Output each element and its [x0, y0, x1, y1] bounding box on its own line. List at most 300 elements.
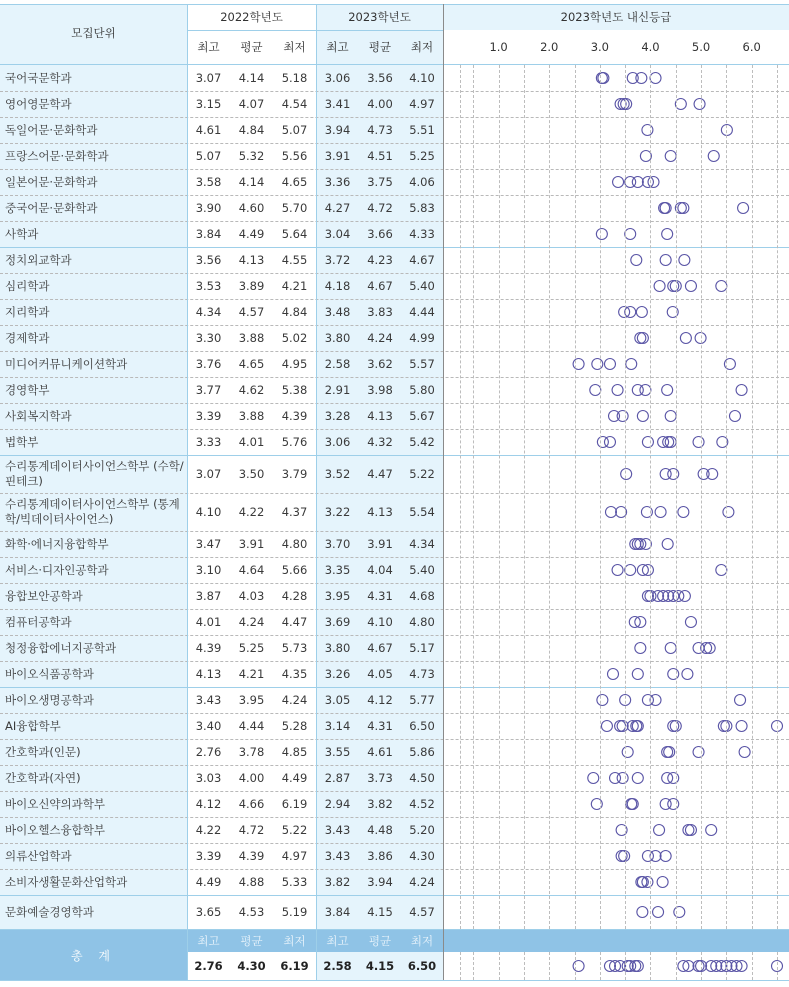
data-point [627, 73, 638, 84]
row-value: 4.85 [281, 745, 308, 759]
sub-header-4: 평균 [368, 40, 392, 54]
row-value: 4.49 [281, 771, 308, 785]
data-point [625, 565, 636, 576]
row-value: 4.10 [367, 615, 393, 629]
row-value: 5.40 [409, 563, 435, 577]
chart-gridline [460, 952, 461, 980]
row-value: 5.73 [281, 641, 308, 655]
data-point [660, 255, 671, 266]
data-point [654, 281, 665, 292]
row-value: 3.75 [367, 175, 393, 189]
row-separator [0, 817, 789, 818]
row-value: 2.76 [195, 745, 222, 759]
row-value: 4.14 [238, 71, 265, 85]
row-separator [0, 247, 789, 248]
data-point [592, 359, 603, 370]
row-value: 3.90 [195, 201, 222, 215]
row-value: 4.22 [238, 505, 265, 519]
row-value: 3.80 [324, 641, 351, 655]
row-value: 5.77 [409, 693, 435, 707]
row-value: 5.76 [281, 435, 308, 449]
row-value: 4.13 [367, 505, 393, 519]
row-value: 5.67 [409, 409, 435, 423]
row-value: 4.15 [367, 905, 393, 919]
total-sub-label-0: 최고 [197, 934, 220, 948]
row-value: 3.58 [195, 175, 222, 189]
chart-title: 2023학년도 내신등급 [560, 10, 672, 24]
data-point [662, 229, 673, 240]
row-value: 3.94 [324, 123, 351, 137]
data-point [596, 229, 607, 240]
row-value: 4.01 [238, 435, 265, 449]
chart-gridline [549, 65, 550, 929]
data-point [635, 643, 646, 654]
data-point [655, 507, 666, 518]
row-unit-name: 지리학과 [5, 305, 50, 319]
chart-gridline [726, 65, 727, 929]
data-point [632, 177, 643, 188]
row-value: 3.89 [238, 279, 265, 293]
row-value: 2.58 [324, 357, 351, 371]
row-unit-name: 프랑스어문·문화학과 [5, 149, 109, 163]
row-separator [0, 635, 789, 636]
data-point [654, 825, 665, 836]
data-point [637, 333, 648, 344]
row-unit-name: 바이오식품공학과 [5, 667, 94, 681]
row-value: 4.24 [281, 693, 308, 707]
row-separator [0, 273, 789, 274]
row-value: 3.56 [195, 253, 222, 267]
row-value: 4.60 [238, 201, 265, 215]
data-point [706, 825, 717, 836]
data-point [668, 721, 679, 732]
data-point [693, 747, 704, 758]
row-unit-name: 청정융합에너지공학과 [5, 641, 117, 655]
row-value: 4.12 [195, 797, 222, 811]
row-separator [0, 791, 789, 792]
row-value: 5.07 [281, 123, 308, 137]
data-point [736, 385, 747, 396]
row-value: 4.13 [195, 667, 222, 681]
row-value: 4.64 [238, 563, 265, 577]
data-point [653, 907, 664, 918]
row-value: 4.80 [409, 615, 435, 629]
x-tick-label: 4.0 [641, 40, 660, 54]
row-separator [0, 325, 789, 326]
row-value: 3.78 [238, 745, 265, 759]
data-point [682, 669, 693, 680]
row-unit-name: 영어영문학과 [5, 97, 72, 111]
row-value: 4.65 [281, 175, 308, 189]
row-value: 4.47 [281, 615, 308, 629]
row-value: 3.06 [324, 71, 351, 85]
row-value: 5.83 [409, 201, 435, 215]
row-value: 2.87 [324, 771, 351, 785]
row-value: 5.42 [409, 435, 435, 449]
data-point [723, 507, 734, 518]
row-value: 3.47 [195, 537, 222, 551]
chart-gridline [676, 952, 677, 980]
row-value: 3.39 [195, 849, 222, 863]
row-value: 4.04 [367, 563, 393, 577]
row-value: 5.51 [409, 123, 435, 137]
row-separator [0, 895, 789, 896]
row-value: 3.22 [324, 505, 351, 519]
row-value: 3.91 [324, 149, 351, 163]
row-value: 4.49 [238, 227, 265, 241]
row-value: 4.48 [367, 823, 393, 837]
col-divider-chart [443, 4, 444, 980]
data-point [668, 773, 679, 784]
sub-header-0: 최고 [197, 40, 220, 54]
row-value: 3.73 [367, 771, 393, 785]
row-value: 3.80 [324, 331, 351, 345]
row-value: 3.50 [238, 467, 265, 481]
row-value: 5.66 [281, 563, 308, 577]
row-value: 4.10 [409, 71, 435, 85]
x-tick-label: 1.0 [489, 40, 508, 54]
row-value: 5.02 [281, 331, 308, 345]
row-separator [0, 351, 789, 352]
row-value: 3.70 [324, 537, 351, 551]
row-unit-name: 바이오생명공학과 [5, 693, 94, 707]
row-value: 5.56 [281, 149, 308, 163]
data-point [635, 333, 646, 344]
row-value: 3.35 [324, 563, 351, 577]
row-value: 3.55 [324, 745, 351, 759]
row-value: 3.07 [195, 71, 222, 85]
row-value: 3.39 [195, 409, 222, 423]
row-value: 3.62 [367, 357, 393, 371]
row-value: 4.39 [281, 409, 308, 423]
row-unit-name: 의류산업학과 [5, 849, 72, 863]
row-value: 4.39 [195, 641, 222, 655]
row-unit-name: 컴퓨터공학과 [5, 615, 72, 629]
x-tick-label: 2.0 [540, 40, 559, 54]
data-point [621, 469, 632, 480]
data-point [729, 411, 740, 422]
row-unit-name: 소비자생활문화산업학과 [5, 875, 128, 889]
data-point [615, 721, 626, 732]
row-value: 6.19 [281, 797, 308, 811]
chart-gridline [575, 952, 576, 980]
row-value: 4.51 [367, 149, 393, 163]
row-unit-name: 미디어커뮤니케이션학과 [5, 357, 128, 371]
total-top-border [0, 929, 789, 930]
data-point [613, 177, 624, 188]
sub-header-2: 최저 [283, 40, 306, 54]
row-value: 4.53 [238, 905, 265, 919]
row-value: 3.56 [367, 71, 393, 85]
row-value: 5.38 [281, 383, 308, 397]
row-unit-name: 일본어문·문화학과 [5, 175, 98, 189]
data-point [708, 151, 719, 162]
data-point [693, 437, 704, 448]
row-value: 4.99 [409, 331, 435, 345]
chart-gridline [777, 952, 778, 980]
row-value: 3.91 [238, 537, 265, 551]
row-unit-name: 바이오신약의과학부 [5, 797, 105, 811]
row-unit-name: 바이오헬스융합학부 [5, 823, 105, 837]
row-value: 4.57 [409, 905, 435, 919]
row-value: 4.00 [367, 97, 393, 111]
data-point [662, 773, 673, 784]
row-value: 3.43 [324, 823, 351, 837]
row-value: 3.43 [324, 849, 351, 863]
total-sub-label-1: 평균 [240, 934, 263, 948]
row-value: 5.17 [409, 641, 435, 655]
data-point [642, 437, 653, 448]
chart-gridline [777, 65, 778, 929]
row-value: 4.06 [409, 175, 435, 189]
data-point [693, 961, 704, 972]
row-value: 4.34 [409, 537, 435, 551]
row-value: 3.66 [367, 227, 393, 241]
data-point [736, 721, 747, 732]
row-unit-name: 화학·에너지융합학부 [5, 537, 109, 551]
row-value: 3.82 [367, 797, 393, 811]
row-unit-name: AI융합학부 [5, 719, 61, 733]
row-value: 4.72 [238, 823, 265, 837]
row-value: 5.86 [409, 745, 435, 759]
row-value: 4.84 [281, 305, 308, 319]
data-point [698, 469, 709, 480]
data-point [632, 961, 643, 972]
chart-gridline [473, 65, 474, 929]
row-unit-name: 문화예술경영학과 [5, 904, 94, 919]
chart-gridline [460, 65, 461, 929]
row-unit-name: 국어국문학과 [5, 71, 72, 85]
data-point [625, 229, 636, 240]
row-value: 4.50 [409, 771, 435, 785]
row-value: 4.35 [281, 667, 308, 681]
row-unit-name: 사학과 [5, 227, 39, 241]
row-value: 3.69 [324, 615, 351, 629]
row-value: 3.04 [324, 227, 351, 241]
row-value: 4.01 [195, 615, 222, 629]
data-point [617, 773, 628, 784]
row-value: 4.72 [367, 201, 393, 215]
total-sub-label-5: 최저 [410, 934, 434, 948]
unit-header: 모집단위 [71, 26, 116, 40]
row-value: 3.26 [324, 667, 351, 681]
chart-gridline [650, 952, 651, 980]
data-point [636, 73, 647, 84]
row-unit-name: 사회복지학과 [5, 409, 72, 423]
row-separator [0, 169, 789, 170]
data-point [662, 385, 673, 396]
chart-gridline [499, 952, 500, 980]
row-unit-name: 법학부 [5, 435, 39, 449]
row-value: 3.77 [195, 383, 222, 397]
row-value: 3.48 [324, 305, 351, 319]
row-value: 4.24 [238, 615, 265, 629]
row-unit-name: 경영학부 [5, 383, 50, 397]
row-value: 3.36 [324, 175, 351, 189]
chart-gridline [752, 65, 753, 929]
row-value: 4.34 [195, 305, 222, 319]
row-value: 4.07 [238, 97, 265, 111]
sub-header-5: 최저 [410, 40, 434, 54]
row-value: 4.24 [409, 875, 435, 889]
row-value: 4.66 [238, 797, 265, 811]
data-point [625, 307, 636, 318]
row-value: 4.13 [238, 253, 265, 267]
row-value: 5.07 [195, 149, 222, 163]
row-value: 3.88 [238, 331, 265, 345]
row-value: 4.62 [238, 383, 265, 397]
data-point [608, 669, 619, 680]
chart-gridline [752, 952, 753, 980]
x-tick-label: 5.0 [691, 40, 711, 54]
row-separator [0, 557, 789, 558]
row-value: 4.57 [238, 305, 265, 319]
total-label: 총 계 [71, 948, 116, 963]
data-point [622, 747, 633, 758]
row-value: 3.53 [195, 279, 222, 293]
row-separator [0, 583, 789, 584]
row-value: 4.44 [238, 719, 265, 733]
row-separator [0, 455, 789, 456]
row-separator [0, 195, 789, 196]
row-value: 4.39 [238, 849, 265, 863]
row-separator [0, 91, 789, 92]
row-value: 3.72 [324, 253, 351, 267]
row-value: 3.95 [324, 589, 351, 603]
row-unit-name: 간호학과(자연) [5, 771, 81, 785]
data-point [642, 125, 653, 136]
row-separator [0, 687, 789, 688]
row-value: 4.12 [367, 693, 393, 707]
row-value: 3.43 [195, 693, 222, 707]
data-point [685, 617, 696, 628]
row-separator [0, 869, 789, 870]
row-value: 3.98 [367, 383, 393, 397]
row-unit-name: 심리학과 [5, 279, 50, 293]
year-2022-header: 2022학년도 [220, 10, 283, 24]
total-sub-label-3: 최고 [326, 934, 349, 948]
row-value: 3.91 [367, 537, 393, 551]
row-value: 2.94 [324, 797, 351, 811]
row-unit-name: 정치외교학과 [5, 253, 72, 267]
data-point [739, 747, 750, 758]
data-point [631, 255, 642, 266]
data-point [685, 825, 696, 836]
row-value: 4.33 [409, 227, 435, 241]
x-tick-label: 3.0 [590, 40, 609, 54]
data-point [660, 851, 671, 862]
data-point [678, 507, 689, 518]
row-value: 4.31 [367, 589, 393, 603]
row-unit-name: 융합보안공학과 [5, 589, 83, 603]
row-value: 4.67 [367, 279, 393, 293]
row-separator [0, 765, 789, 766]
data-point [685, 281, 696, 292]
data-point [680, 333, 691, 344]
row-unit-name: 수리통계데이터사이언스학부 (수학/핀테크) [5, 459, 184, 488]
row-separator [0, 713, 789, 714]
data-point [665, 437, 676, 448]
data-point [604, 359, 615, 370]
data-point [617, 721, 628, 732]
total-sub-label-2: 최저 [283, 934, 306, 948]
row-value: 3.82 [324, 875, 351, 889]
row-value: 5.19 [281, 905, 308, 919]
row-value: 4.67 [367, 641, 393, 655]
x-tick-label: 6.0 [742, 40, 761, 54]
row-value: 3.88 [238, 409, 265, 423]
row-separator [0, 739, 789, 740]
total-value-4: 4.15 [365, 959, 395, 973]
row-value: 3.41 [324, 97, 351, 111]
data-point [678, 203, 689, 214]
row-value: 3.33 [195, 435, 222, 449]
row-value: 4.21 [281, 279, 308, 293]
row-value: 3.94 [367, 875, 393, 889]
row-value: 3.84 [324, 905, 351, 919]
row-value: 3.83 [367, 305, 393, 319]
row-value: 4.03 [238, 589, 265, 603]
total-value-5: 6.50 [407, 959, 437, 973]
row-value: 3.65 [195, 905, 222, 919]
data-point [650, 851, 661, 862]
row-unit-name: 경제학과 [5, 331, 50, 345]
total-value-0: 2.76 [194, 959, 223, 973]
row-separator [0, 429, 789, 430]
row-unit-name: 중국어문·문화학과 [5, 201, 98, 215]
row-value: 3.05 [324, 693, 351, 707]
row-value: 3.15 [195, 97, 222, 111]
row-value: 3.40 [195, 719, 222, 733]
row-value: 4.37 [281, 505, 308, 519]
data-point [735, 695, 746, 706]
row-value: 3.87 [195, 589, 222, 603]
row-value: 6.50 [409, 719, 435, 733]
row-value: 5.18 [281, 71, 308, 85]
col-divider-unit [187, 4, 188, 980]
row-value: 4.28 [281, 589, 308, 603]
chart-gridline [650, 65, 651, 929]
row-value: 4.67 [409, 253, 435, 267]
row-value: 5.64 [281, 227, 308, 241]
data-point [632, 669, 643, 680]
chart-gridline [524, 65, 525, 929]
row-value: 4.30 [409, 849, 435, 863]
row-value: 4.73 [367, 123, 393, 137]
chart-gridline [575, 65, 576, 929]
row-separator [0, 661, 789, 662]
data-point [694, 99, 705, 110]
chart-gridline [625, 65, 626, 929]
data-point [601, 721, 612, 732]
chart-gridline [701, 952, 702, 980]
row-value: 4.52 [409, 797, 435, 811]
row-value: 4.55 [281, 253, 308, 267]
data-point [612, 385, 623, 396]
data-point [668, 669, 679, 680]
data-point [668, 281, 679, 292]
row-separator [0, 609, 789, 610]
row-value: 3.86 [367, 849, 393, 863]
total-sub-label-4: 평균 [368, 934, 392, 948]
row-value: 2.91 [324, 383, 351, 397]
chart-gridline [524, 952, 525, 980]
data-point [604, 437, 615, 448]
row-unit-name: 수리통계데이터사이언스학부 (통계학/빅데이터사이언스) [5, 497, 180, 526]
row-value: 3.52 [324, 467, 351, 481]
row-value: 5.32 [238, 149, 265, 163]
data-point [665, 151, 676, 162]
